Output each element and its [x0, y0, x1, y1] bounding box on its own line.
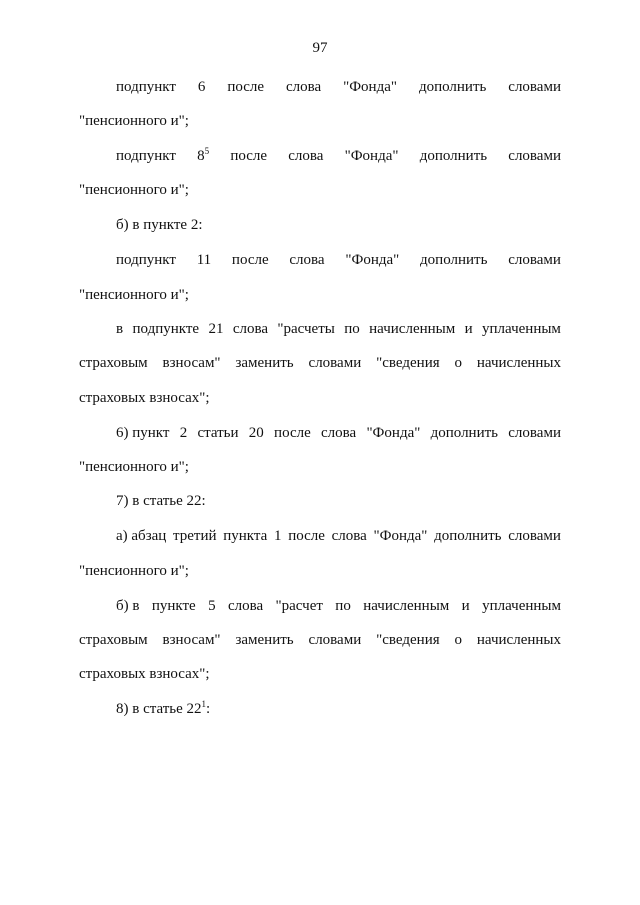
word: словами	[508, 528, 561, 544]
word: "Фонда"	[345, 252, 400, 268]
word: 6	[197, 79, 206, 95]
word: по	[335, 598, 351, 614]
word: дополнить	[418, 79, 487, 95]
word: дополнить	[434, 528, 502, 544]
word: начисленных	[476, 355, 561, 371]
word: "расчеты	[277, 321, 335, 337]
paragraph-line-5: б) в пункте 2:	[116, 217, 203, 233]
paragraph-line-1	[116, 78, 561, 96]
paragraph-line-6	[116, 251, 561, 269]
colon: :	[206, 701, 211, 717]
word: страховым	[79, 355, 148, 371]
paragraph-line-13: 7) в статье 22:	[116, 493, 206, 509]
paragraph-line-15: "пенсионного и";	[79, 563, 189, 579]
word: "расчет	[275, 598, 323, 614]
word: начисленным	[369, 321, 456, 337]
word: слова	[321, 425, 357, 441]
word: б) в	[116, 598, 140, 614]
word: 5	[208, 598, 216, 614]
word: "Фонда"	[343, 79, 397, 95]
word: словами	[508, 425, 561, 441]
word: уплаченным	[482, 321, 561, 337]
superscript: 1	[201, 699, 207, 709]
page-number: 97	[312, 40, 328, 56]
paragraph-line-3	[116, 147, 561, 165]
word: после	[288, 528, 325, 544]
word: "сведения	[376, 355, 440, 371]
word: 8) в статье 22	[116, 701, 202, 717]
word: слова	[232, 321, 268, 337]
word: пункта	[223, 528, 268, 544]
word: подпункт	[116, 148, 176, 164]
paragraph-line-8	[116, 320, 561, 338]
paragraph-line-14	[116, 527, 561, 545]
word: уплаченным	[482, 598, 561, 614]
word: взносам"	[162, 355, 221, 371]
word: 2	[179, 425, 188, 441]
word: статьи	[197, 425, 239, 441]
word: подпункт	[116, 252, 176, 268]
word: словами	[308, 632, 362, 648]
word: слова	[285, 79, 322, 95]
word: дополнить	[419, 148, 488, 164]
word: о	[454, 355, 463, 371]
word: "Фонда"	[344, 148, 399, 164]
word: заменить	[235, 355, 294, 371]
word: "Фонда"	[373, 528, 428, 544]
word: после	[230, 148, 268, 164]
word: 6) пункт	[116, 425, 170, 441]
subitem-number: $8^5$	[197, 146, 210, 164]
paragraph-line-16	[116, 597, 561, 615]
word: начисленных	[476, 632, 561, 648]
paragraph-line-19	[116, 700, 561, 718]
word: после	[227, 79, 265, 95]
word: о	[454, 632, 463, 648]
word: и	[461, 598, 470, 614]
word: после	[274, 425, 311, 441]
word: в	[116, 321, 124, 337]
superscript: 5	[204, 146, 210, 156]
word: словами	[508, 252, 561, 268]
word: 21	[208, 321, 224, 337]
word: дополнить	[420, 252, 488, 268]
word: дополнить	[430, 425, 499, 441]
paragraph-line-9	[79, 354, 561, 372]
word: 20	[248, 425, 264, 441]
word: словами	[508, 79, 561, 95]
paragraph-line-11	[116, 424, 561, 442]
word: пункте	[151, 598, 196, 614]
word: слова	[331, 528, 367, 544]
word: слова	[227, 598, 264, 614]
word: 11	[196, 252, 212, 268]
paragraph-line-4: "пенсионного и";	[79, 182, 189, 198]
word: взносам"	[162, 632, 221, 648]
word: словами	[508, 148, 561, 164]
word: слова	[288, 148, 324, 164]
word: 1	[273, 528, 282, 544]
paragraph-line-12: "пенсионного и";	[79, 459, 189, 475]
word: "Фонда"	[366, 425, 421, 441]
paragraph-line-10: страховых взносах";	[79, 390, 210, 406]
paragraph-line-17	[79, 631, 561, 649]
paragraph-line-2: "пенсионного и";	[79, 113, 189, 129]
paragraph-line-18: страховых взносах";	[79, 666, 210, 682]
word: "сведения	[376, 632, 440, 648]
word: а) абзац	[116, 528, 167, 544]
word: страховым	[79, 632, 148, 648]
word: третий	[173, 528, 217, 544]
word: заменить	[235, 632, 294, 648]
word: словами	[308, 355, 362, 371]
word: подпункте	[132, 321, 200, 337]
word: начисленным	[363, 598, 450, 614]
word: после	[231, 252, 269, 268]
paragraph-line-7: "пенсионного и";	[79, 287, 189, 303]
word: и	[464, 321, 473, 337]
word: по	[344, 321, 360, 337]
word: слова	[289, 252, 325, 268]
word: подпункт	[116, 79, 176, 95]
